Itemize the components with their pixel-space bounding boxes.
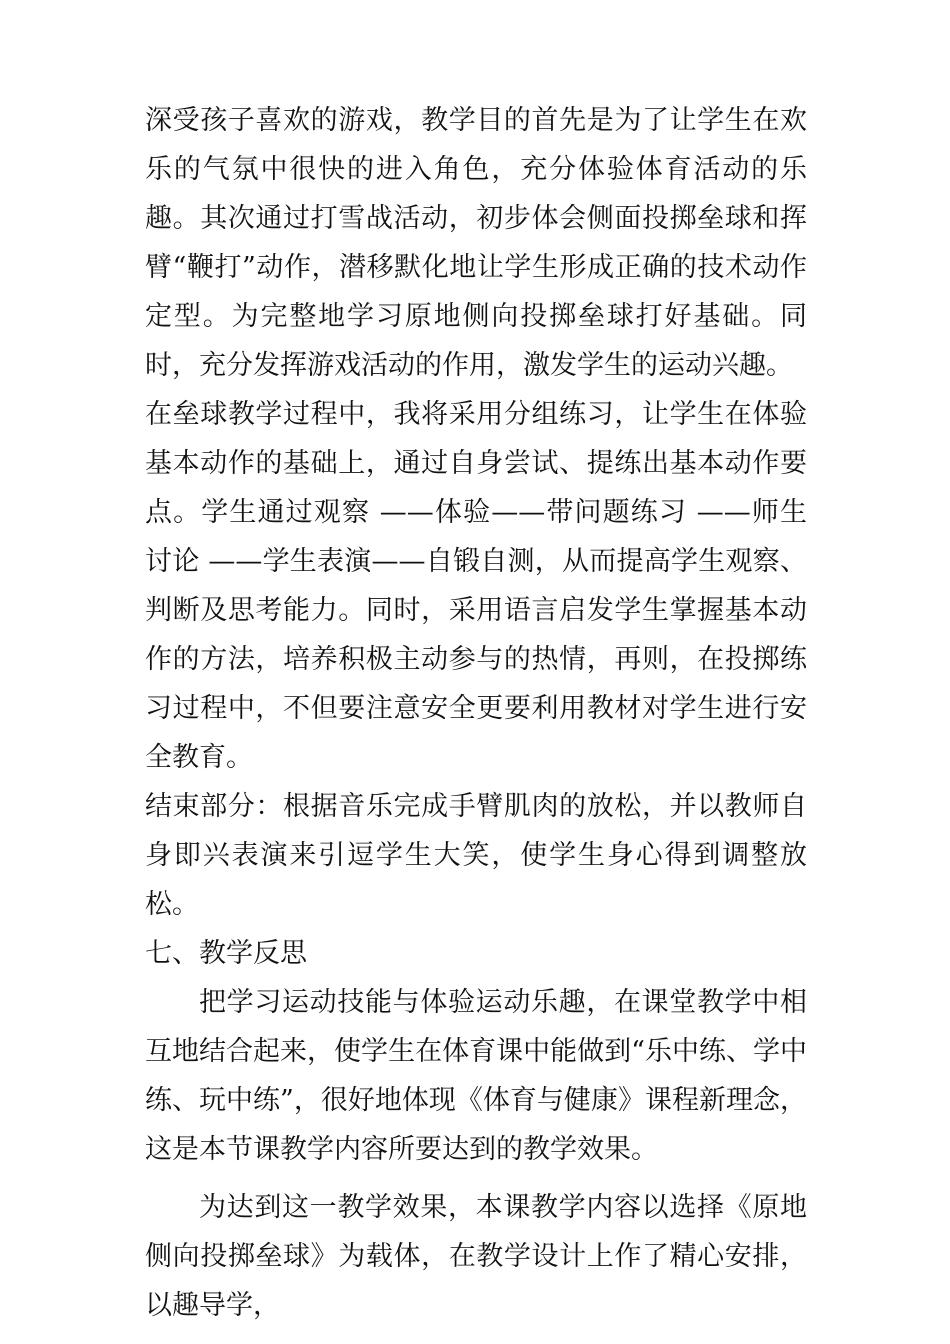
paragraph-softball-teaching: 在垒球教学过程中，我将采用分组练习，让学生在体验基本动作的基础上，通过自身尝试、提练出基本动作要点。学生通过观察 ——体验——带问题练习 ——师生讨论 ——学生表演——自锻自测，从而提高学生观察、判断及思考能力。同时，采用语言启发学生掌握基本动作的方法，培养积极主动参与的热情，再则，在投掷练习过程中，不但要注意安全更要利用教材对学生进行安全教育。: [145, 399, 807, 773]
paragraph-reflection-2: 为达到这一教学效果，本课教学内容以选择《原地侧向投掷垒球》为载体，在教学设计上作了精心安排，以趣导学，: [145, 1192, 807, 1321]
section-heading-reflection: 七、教学反思: [145, 938, 307, 969]
paragraph-closing-section: 结束部分：根据音乐完成手臂肌肉的放松，并以教师自身即兴表演来引逗学生大笑，使学生身心得到调整放松。: [145, 791, 807, 920]
paragraph-game-purpose: 深受孩子喜欢的游戏，教学目的首先是为了让学生在欢乐的气氛中很快的进入角色，充分体验体育活动的乐趣。其次通过打雪战活动，初步体会侧面投掷垒球和挥臂“鞭打”动作，潜移默化地让学生形成正确的技术动作定型。为完整地学习原地侧向投掷垒球打好基础。同时，充分发挥游戏活动的作用，激发学生的运动兴趣。: [145, 105, 807, 381]
document-body: [145, 96, 807, 1330]
paragraph-reflection-1: 把学习运动技能与体验运动乐趣，在课堂教学中相互地结合起来，使学生在体育课中能做到“乐中练、学中练、玩中练”，很好地体现《体育与健康》课程新理念，这是本节课教学内容所要达到的教学效果。: [145, 987, 807, 1165]
